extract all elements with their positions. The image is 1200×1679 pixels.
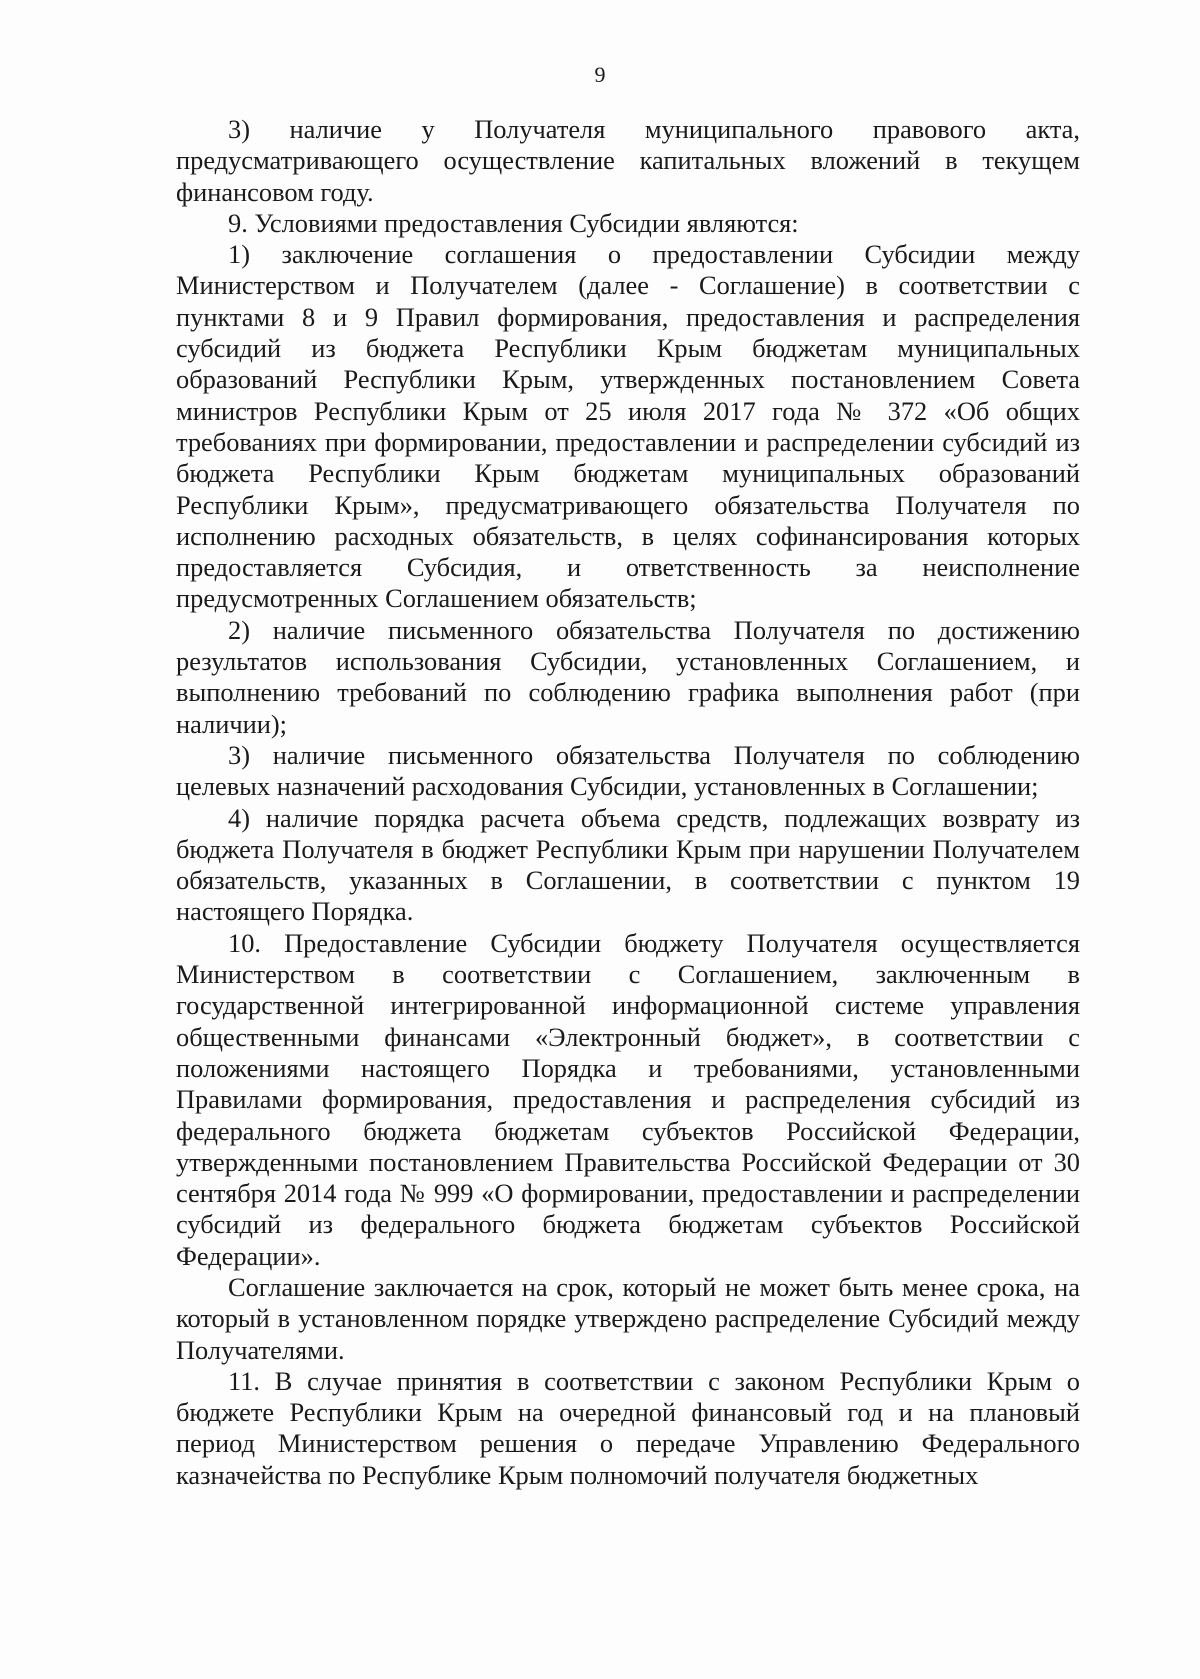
- paragraph-item-2-results-obligation: 2) наличие письменного обязательства Получателя по достижению результатов использования Субсидии, установленных Соглашением, и выполнению требований по соблюдению графика выполнения работ (при наличии);: [176, 614, 1080, 739]
- paragraph-11-treasury: 11. В случае принятия в соответствии с законом Республики Крым о бюджете Республики Крым на очередной финансовый год и на плановый период Министерством решения о передаче Управлению Федерального казначейства по Республике Крым полномочий получателя бюджетных: [176, 1365, 1080, 1490]
- paragraph-9-conditions: 9. Условиями предоставления Субсидии являются:: [228, 207, 799, 238]
- paragraph-item-1-agreement: 1) заключение соглашения о предоставлении Субсидии между Министерством и Получателем (далее - Соглашение) в соответствии с пунктами 8 и 9 Правил формирования, предоставления и распределения субсидий из бюджета Республики Крым бюджетам муниципальных образований Республики Крым, утвержденных постановлением Совета министров Республики Крым от 25 июля 2017 года № 372 «Об общих требованиях при формировании, предоставлении и распределении субсидий из бюджета Республики Крым бюджетам муниципальных образований Республики Крым», предусматривающего обязательства Получателя по исполнению расходных обязательств, в целях софинансирования которых предоставляется Субсидия, и ответственность за неисполнение предусмотренных Соглашением обязательств;: [176, 239, 1080, 614]
- paragraph-item-3-target-use: 3) наличие письменного обязательства Получателя по соблюдению целевых назначений расходования Субсидии, установленных в Соглашении;: [176, 739, 1080, 802]
- paragraph-item-4-refund-calculation: 4) наличие порядка расчета объема средств, подлежащих возврату из бюджета Получателя в бюджет Республики Крым при нарушении Получателем обязательств, указанных в Соглашении, в соответствии с пунктом 19 настоящего Порядка.: [176, 802, 1080, 927]
- document-body: [176, 114, 1080, 1491]
- page-number: 9: [594, 62, 606, 87]
- paragraph-10-provision: 10. Предоставление Субсидии бюджету Получателя осуществляется Министерством в соответствии с Соглашением, заключенным в государственной интегрированной информационной системе управления общественными финансами «Электронный бюджет», в соответствии с положениями настоящего Порядка и требованиями, установленными Правилами формирования, предоставления и распределения субсидий из федерального бюджета бюджетам субъектов Российской Федерации, утвержденными постановлением Правительства Российской Федерации от 30 сентября 2014 года № 999 «О формировании, предоставлении и распределении субсидий из федерального бюджета бюджетам субъектов Российской Федерации».: [176, 927, 1080, 1271]
- paragraph-agreement-term: Соглашение заключается на срок, который не может быть менее срока, на который в установленном порядке утверждено распределение Субсидий между Получателями.: [176, 1271, 1080, 1365]
- paragraph-item-3-capital-act: 3) наличие у Получателя муниципального правового акта, предусматривающего осуществление капитальных вложений в текущем финансовом году.: [176, 114, 1080, 207]
